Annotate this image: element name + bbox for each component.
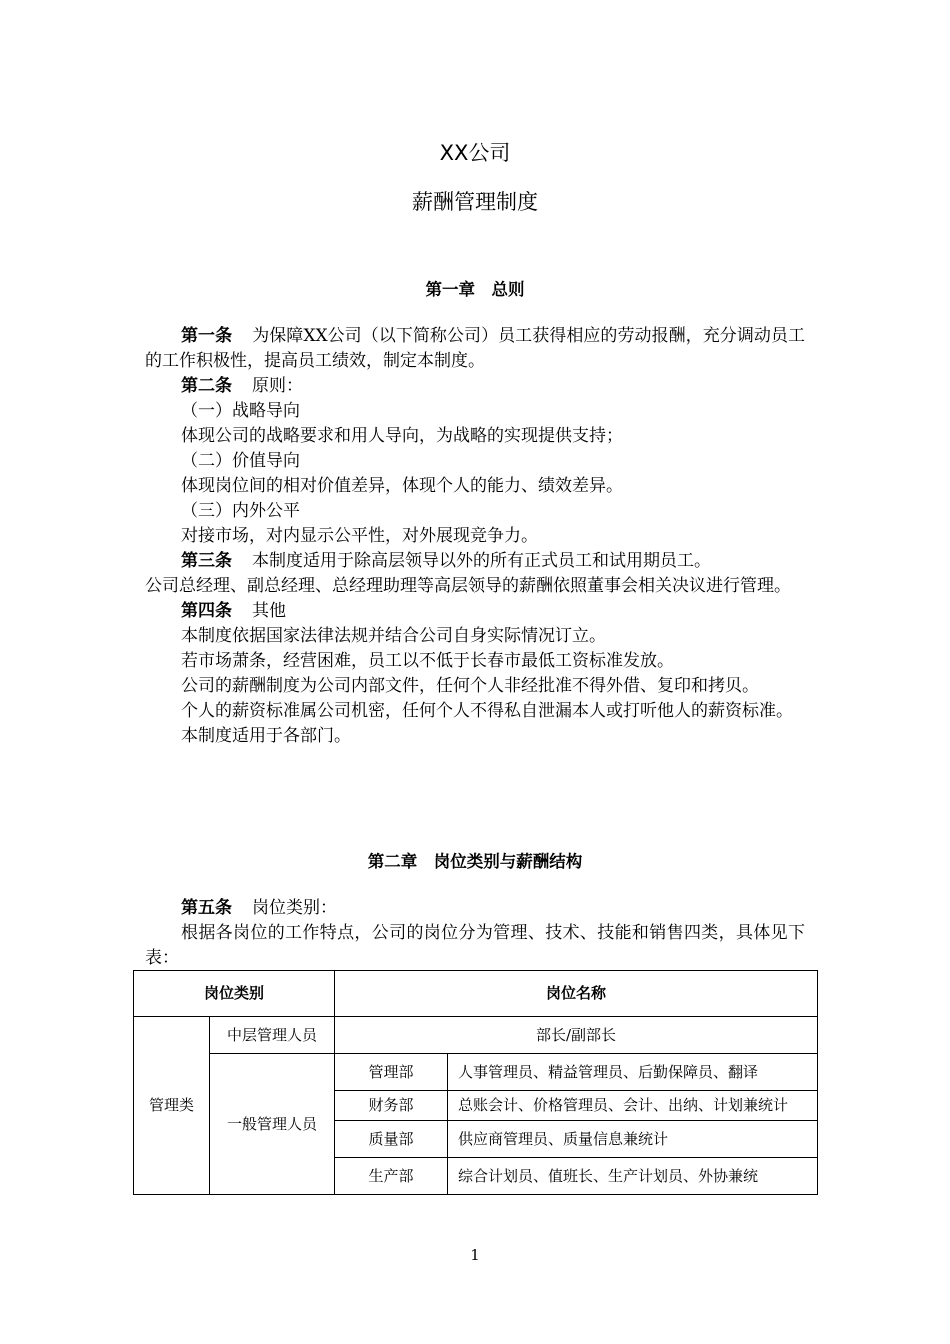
chapter-2-body (145, 896, 805, 971)
other-item-5: 本制度适用于各部门。 (181, 726, 351, 746)
article-5-text: 岗位类别： (252, 898, 337, 918)
principle-2-text: 体现岗位间的相对价值差异，体现个人的能力、绩效差异。 (181, 476, 623, 496)
other-item-1: 本制度依据国家法律法规并结合公司自身实际情况订立。 (181, 626, 606, 646)
article-1-text: 为保障XX公司（以下简称公司）员工获得相应的劳动报酬，充分调动员工的工作积极性，提高员工绩效，制定本制度。 (145, 326, 805, 371)
table-row (134, 1054, 818, 1091)
article-4-text: 其他 (252, 601, 286, 621)
article-2-text: 原则： (252, 376, 303, 396)
other-item-3: 公司的薪酬制度为公司内部文件，任何个人非经批准不得外借、复印和拷贝。 (181, 676, 759, 696)
mid-positions-cell: 部长/副部长 (335, 1017, 818, 1054)
positions-cell: 人事管理员、精益管理员、后勤保障员、翻译 (448, 1054, 818, 1091)
dept-cell: 质量部 (335, 1121, 448, 1158)
article-3-text: 本制度适用于除高层领导以外的所有正式员工和试用期员工。 (252, 551, 711, 571)
article-2 (145, 374, 805, 399)
article-3-continued: 公司总经理、副总经理、总经理助理等高层领导的薪酬依照董事会相关决议进行管理。 (145, 576, 791, 596)
article-1-label: 第一条 (181, 326, 233, 346)
chapter-2-heading: 第二章 岗位类别与薪酬结构 (367, 852, 583, 871)
article-5-intro: 根据各岗位的工作特点，公司的岗位分为管理、技术、技能和销售四类，具体见下表： (145, 923, 805, 968)
category-cell: 管理类 (134, 1017, 210, 1195)
article-2-label: 第二条 (181, 376, 232, 396)
position-table-wrapper (130, 968, 822, 1211)
principle-2-heading: （二）价值导向 (181, 451, 300, 471)
article-5-label: 第五条 (181, 898, 232, 918)
general-level-cell: 一般管理人员 (210, 1054, 335, 1195)
other-item-2: 若市场萧条，经营困难，员工以不低于长春市最低工资标准发放。 (181, 651, 674, 671)
dept-cell: 生产部 (335, 1158, 448, 1195)
article-3 (145, 549, 805, 574)
dept-cell: 管理部 (335, 1054, 448, 1091)
principle-1-text: 体现公司的战略要求和用人导向，为战略的实现提供支持； (181, 426, 623, 446)
principle-3-text: 对接市场，对内显示公平性，对外展现竞争力。 (181, 526, 538, 546)
positions-cell: 综合计划员、值班长、生产计划员、外协兼统 (448, 1158, 818, 1195)
mid-level-cell: 中层管理人员 (210, 1017, 335, 1054)
article-5 (145, 896, 805, 921)
principle-1-heading: （一）战略导向 (181, 401, 300, 421)
article-3-label: 第三条 (181, 551, 232, 571)
article-4-label: 第四条 (181, 601, 232, 621)
other-item-4: 个人的薪资标准属公司机密，任何个人不得私自泄漏本人或打听他人的薪资标准。 (181, 701, 793, 721)
chapter-1-body (145, 324, 805, 749)
dept-cell: 财务部 (335, 1091, 448, 1121)
document-title: 薪酬管理制度 (412, 190, 538, 214)
principle-3-heading: （三）内外公平 (181, 501, 300, 521)
position-table (133, 970, 818, 1195)
page-number: 1 (470, 1246, 480, 1264)
article-1 (145, 324, 805, 374)
article-4 (145, 599, 805, 624)
positions-cell: 供应商管理员、质量信息兼统计 (448, 1121, 818, 1158)
chapter-1-heading: 第一章 总则 (425, 280, 525, 299)
company-title: XX公司 (439, 141, 511, 165)
header-category: 岗位类别 (134, 971, 335, 1017)
positions-cell: 总账会计、价格管理员、会计、出纳、计划兼统计 (448, 1091, 818, 1121)
header-position-name: 岗位名称 (335, 971, 818, 1017)
